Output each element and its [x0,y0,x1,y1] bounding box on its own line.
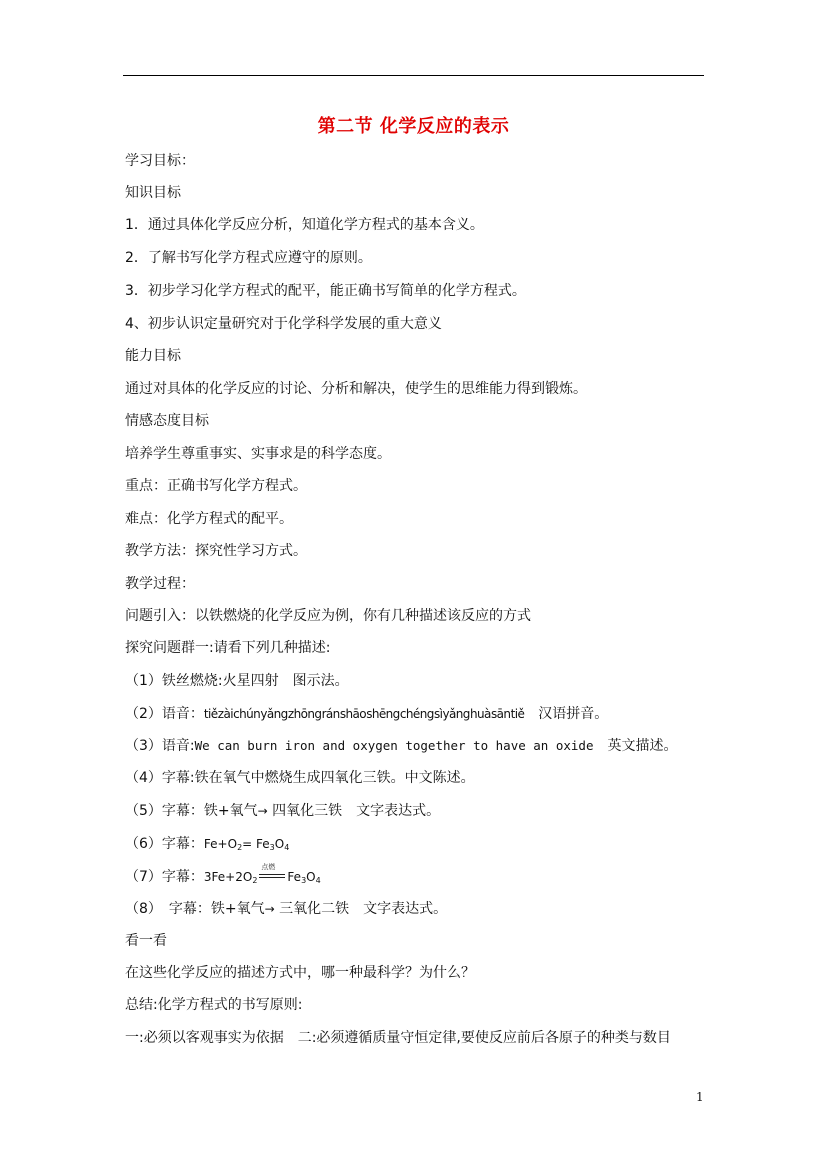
question-intro: 问题引入：以铁燃烧的化学反应为例，你有几种描述该反应的方式 [125,608,531,624]
knowledge-goal-1: 1．通过具体化学反应分析，知道化学方程式的基本含义。 [125,217,484,233]
knowledge-goal-4: 4、初步认识定量研究对于化学科学发展的重大意义 [125,316,442,332]
item-7-prefix: （7）字幕： [125,869,204,885]
difficult-point: 难点：化学方程式的配平。 [125,511,293,527]
arrow-icon: → [257,804,268,818]
summary-principles: 一:必须以客观事实为依据 二:必须遵循质量守恒定律,要使反应前后各原子的种类与数目 [125,1030,671,1046]
item-3-suffix: 英文描述。 [593,738,678,754]
knowledge-goal-2: 2．了解书写化学方程式应遵守的原则。 [125,250,372,266]
item-6 [125,835,289,853]
item-5 [125,802,440,820]
item-2-suffix: 汉语拼音。 [524,706,609,722]
item-6-equation: $Fe+O_2= Fe_3O_4$ [203,837,290,852]
heading-knowledge-goals: 知识目标 [125,185,181,201]
knowledge-goal-3: 3．初步学习化学方程式的配平，能正确书写简单的化学方程式。 [125,283,526,299]
item-2-prefix: （2）语音： [125,706,204,722]
teaching-process: 教学过程： [125,576,195,592]
heading-attitude-goals: 情感态度目标 [125,413,209,429]
reaction-condition-mark: 点燃 [259,868,285,880]
item-7-equation: $3Fe+2O_2$ 点燃 $Fe_3O_4$ [203,863,321,885]
item-5-product: 四氧化三铁 文字表达式。 [267,803,441,819]
item-2-pinyin: tiě zài chún yǎng zhōng rán shāo shēng chéng sì yǎng huà sān tiě [203,707,525,721]
item-2 [125,705,608,723]
look-heading: 看一看 [125,933,167,949]
item-4: （4）字幕:铁在氧气中燃烧生成四氧化三铁。中文陈述。 [125,770,475,786]
item-6-prefix: （6）字幕： [125,836,204,852]
item-3-english: We can burn iron and oxygen together to have an oxide [194,738,594,753]
heading-ability-goals: 能力目标 [125,348,181,364]
item-8-product: 三氧化二铁 文字表达式。 [274,901,448,917]
item-3 [125,737,677,755]
look-question: 在这些化学反应的描述方式中，哪一种最科学？为什么？ [125,965,475,981]
item-8-prefix: （8） 字幕：铁+氧气 [125,901,265,917]
item-7 [125,863,321,886]
ability-goal: 通过对具体的化学反应的讨论、分析和解决，使学生的思维能力得到锻炼。 [125,381,587,397]
item-5-prefix: （5）字幕：铁+氧气 [125,803,258,819]
key-point: 重点：正确书写化学方程式。 [125,478,307,494]
arrow-icon: → [264,902,275,916]
header-rule [123,75,704,76]
item-3-prefix: （3）语音: [125,738,195,754]
summary-heading: 总结:化学方程式的书写原则: [125,997,303,1013]
page-title: 第二节 化学反应的表示 [317,116,510,137]
section-learning-goals: 学习目标： [125,153,195,169]
item-8 [125,900,447,918]
page-number: 1 [696,1090,704,1104]
question-group-1: 探究问题群一:请看下列几种描述: [125,640,331,656]
attitude-goal: 培养学生尊重事实、实事求是的科学态度。 [125,446,391,462]
item-1: （1）铁丝燃烧:火星四射 图示法。 [125,673,349,689]
teaching-method: 教学方法：探究性学习方式。 [125,543,307,559]
